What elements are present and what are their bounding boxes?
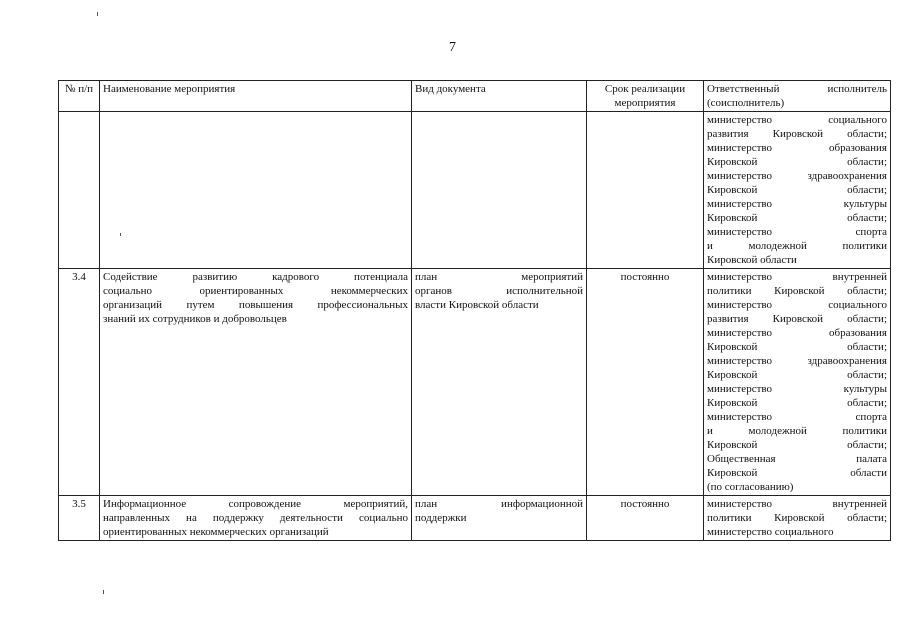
cell-document-type	[412, 112, 587, 269]
cell-document-type-line: план информационной	[415, 498, 583, 510]
page-number: 7	[449, 40, 456, 55]
cell-document-type	[412, 496, 587, 541]
cell-measure-name-line: организаций путем повышения профессиональных	[103, 299, 408, 311]
cell-responsible-line: министерство культуры	[707, 383, 887, 395]
cell-measure-name-line: социально ориентированных некоммерческих	[103, 285, 408, 297]
cell-responsible-line: Кировской области;	[707, 439, 887, 451]
scan-speck	[120, 233, 121, 236]
cell-document-type-line: поддержки	[415, 512, 467, 524]
cell-responsible	[704, 269, 891, 496]
cell-measure-name-line: направленных на поддержку деятельности социально	[103, 512, 408, 524]
cell-responsible-line: министерство спорта	[707, 226, 887, 238]
measures-table	[58, 80, 891, 541]
cell-responsible-line: министерство внутренней	[707, 498, 887, 510]
table-row	[59, 496, 891, 541]
cell-responsible-line: развития Кировской области;	[707, 128, 887, 140]
cell-document-type	[412, 269, 587, 496]
cell-responsible-line: и молодежной политики	[707, 425, 887, 437]
cell-responsible-line: Кировской области	[707, 467, 887, 479]
cell-responsible-line: министерство спорта	[707, 411, 887, 423]
cell-document-type-line: план мероприятий	[415, 271, 583, 283]
cell-document-type-line: органов исполнительной	[415, 285, 583, 297]
header-number: № п/п	[59, 81, 100, 112]
cell-responsible-line: министерство образования	[707, 142, 887, 154]
cell-responsible-line: министерство социального	[707, 526, 834, 538]
cell-responsible-line: развития Кировской области;	[707, 313, 887, 325]
cell-responsible-line: министерство социального	[707, 114, 887, 126]
cell-term	[587, 112, 704, 269]
cell-responsible-line: Кировской области;	[707, 156, 887, 168]
scan-speck	[97, 12, 98, 16]
cell-responsible-line: Кировской области;	[707, 397, 887, 409]
cell-responsible-line: Кировской области;	[707, 184, 887, 196]
cell-responsible-line: Кировской области	[707, 254, 797, 266]
table-row	[59, 112, 891, 269]
cell-measure-name	[100, 269, 412, 496]
cell-responsible-line: Кировской области;	[707, 369, 887, 381]
table-row	[59, 269, 891, 496]
cell-number	[59, 112, 100, 269]
cell-responsible	[704, 496, 891, 541]
cell-responsible-line: Общественная палата	[707, 453, 887, 465]
header-responsible: Ответственный исполнитель (соисполнитель)	[704, 81, 891, 112]
cell-measure-name-line: Содействие развитию кадрового потенциала	[103, 271, 408, 283]
cell-responsible-line: и молодежной политики	[707, 240, 887, 252]
cell-number: 3.5	[59, 496, 100, 541]
cell-measure-name	[100, 112, 412, 269]
cell-responsible-line: (по согласованию)	[707, 481, 794, 493]
cell-responsible-line: политики Кировской области;	[707, 285, 887, 297]
cell-measure-name-line: Информационное сопровождение мероприятий,	[103, 498, 408, 510]
cell-responsible-line: министерство культуры	[707, 198, 887, 210]
cell-term: постоянно	[587, 496, 704, 541]
cell-responsible-line: министерство здравоохранения	[707, 355, 887, 367]
cell-number: 3.4	[59, 269, 100, 496]
cell-responsible-line: министерство внутренней	[707, 271, 887, 283]
header-term: Срок реализации мероприятия	[587, 81, 704, 112]
cell-document-type-line: власти Кировской области	[415, 299, 539, 311]
cell-term: постоянно	[587, 269, 704, 496]
header-measure-name: Наименование мероприятия	[100, 81, 412, 112]
cell-responsible-line: министерство социального	[707, 299, 887, 311]
cell-measure-name-line: знаний их сотрудников и добровольцев	[103, 313, 287, 325]
cell-measure-name	[100, 496, 412, 541]
cell-measure-name-line: ориентированных некоммерческих организаций	[103, 526, 329, 538]
table-header-row	[59, 81, 891, 112]
cell-responsible-line: Кировской области;	[707, 212, 887, 224]
cell-responsible-line: политики Кировской области;	[707, 512, 887, 524]
cell-responsible-line: министерство образования	[707, 327, 887, 339]
cell-responsible	[704, 112, 891, 269]
scan-speck	[103, 590, 104, 594]
cell-responsible-line: Кировской области;	[707, 341, 887, 353]
cell-responsible-line: министерство здравоохранения	[707, 170, 887, 182]
header-document-type: Вид документа	[412, 81, 587, 112]
